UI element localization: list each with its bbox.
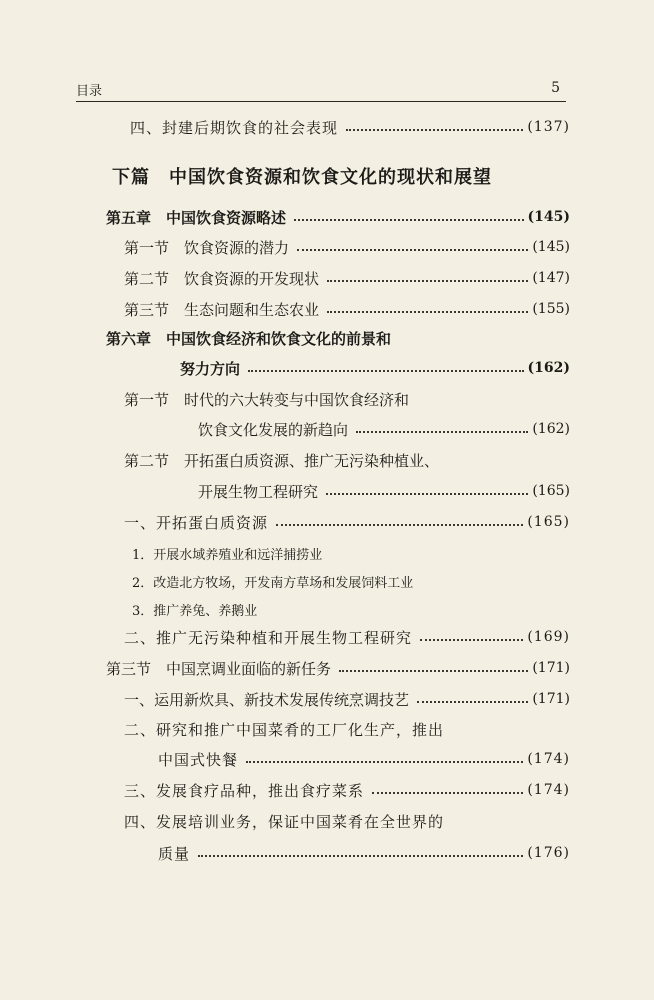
leader-dots xyxy=(198,855,523,857)
leader-dots xyxy=(248,370,524,372)
toc-entry-label: 第三节 中国烹调业面临的新任务 xyxy=(106,659,332,678)
toc-entry-label: 中国式快餐 xyxy=(158,750,239,769)
toc-item: 1．开展水域养殖业和远洋捕捞业 xyxy=(132,547,323,563)
toc-section-line1: 第一节 时代的六大转变与中国饮食经济和 xyxy=(124,390,410,409)
toc-subsection-line1: 四、发展培训业务，保证中国菜肴在全世界的 xyxy=(124,812,445,831)
leader-dots xyxy=(276,524,523,526)
toc-entry-label: 第三节 生态问题和生态农业 xyxy=(124,300,320,319)
toc-entry-page: (176) xyxy=(527,845,570,861)
toc-entry-page: (145) xyxy=(527,209,570,225)
toc-chapter xyxy=(106,204,570,230)
toc-section xyxy=(124,296,570,322)
header-title: 目录 xyxy=(76,84,103,99)
page-number: 5 xyxy=(551,80,560,96)
toc-entry-page: (165) xyxy=(527,514,570,530)
toc-entry-page: (171) xyxy=(532,691,570,707)
toc-entry-page: (162) xyxy=(532,421,570,437)
leader-dots xyxy=(339,670,528,672)
toc-entry-page: (137) xyxy=(527,119,570,135)
toc-entry-label: 开展生物工程研究 xyxy=(198,482,319,501)
leader-dots xyxy=(420,639,523,641)
toc-subsection xyxy=(124,624,570,650)
toc-chapter-line2 xyxy=(180,355,570,381)
toc-section xyxy=(124,265,570,291)
leader-dots xyxy=(356,431,528,433)
toc-section-line2 xyxy=(198,478,570,504)
toc-entry-label: 一、开拓蛋白质资源 xyxy=(124,513,269,532)
toc-entry-label: 第一节 饮食资源的潜力 xyxy=(124,238,290,257)
leader-dots xyxy=(246,761,523,763)
leader-dots xyxy=(326,493,528,495)
toc-entry-label: 一、运用新炊具、新技术发展传统烹调技艺 xyxy=(124,690,410,709)
toc-entry-page: (174) xyxy=(527,782,570,798)
leader-dots xyxy=(327,311,528,313)
page-header xyxy=(76,80,566,104)
toc-subsection-line1: 二、研究和推广中国菜肴的工厂化生产，推出 xyxy=(124,720,445,739)
toc-entry-page: (174) xyxy=(527,751,570,767)
toc-entry-page: (165) xyxy=(532,483,570,499)
toc-entry-page: (145) xyxy=(532,239,570,255)
toc-entry-label: 努力方向 xyxy=(180,359,241,378)
leader-dots xyxy=(372,792,523,794)
toc-entry-page: (155) xyxy=(532,301,570,317)
part-title: 下篇 中国饮食资源和饮食文化的现状和展望 xyxy=(112,167,492,188)
leader-dots xyxy=(417,701,528,703)
toc-entry-label: 饮食文化发展的新趋向 xyxy=(198,420,349,439)
toc-subsection xyxy=(124,686,570,712)
toc-entry-page: (147) xyxy=(532,270,570,286)
toc-entry-page: (171) xyxy=(532,660,570,676)
toc-item: 3．推广养兔、养鹅业 xyxy=(132,603,258,619)
toc-item: 2．改造北方牧场，开发南方草场和发展饲料工业 xyxy=(132,575,414,591)
toc-entry-label: 第二节 饮食资源的开发现状 xyxy=(124,269,320,288)
toc-subsection xyxy=(124,777,570,803)
leader-dots xyxy=(294,219,524,221)
toc-entry xyxy=(130,114,570,140)
toc-entry-page: (162) xyxy=(527,360,570,376)
toc-subsection-line2 xyxy=(158,746,570,772)
toc-section xyxy=(106,655,570,681)
leader-dots xyxy=(327,280,528,282)
toc-chapter-line1: 第六章 中国饮食经济和饮食文化的前景和 xyxy=(106,329,392,348)
toc-section xyxy=(124,234,570,260)
toc-entry-label: 二、推广无污染种植和开展生物工程研究 xyxy=(124,628,413,647)
toc-entry-label: 四、封建后期饮食的社会表现 xyxy=(130,118,339,137)
toc-entry-label: 第五章 中国饮食资源略述 xyxy=(106,208,287,227)
leader-dots xyxy=(297,249,528,251)
toc-subsection-line2 xyxy=(158,840,570,866)
toc-entry-page: (169) xyxy=(527,629,570,645)
toc-entry-label: 质量 xyxy=(158,844,191,863)
toc-section-line2 xyxy=(198,416,570,442)
toc-entry-label: 三、发展食疗品种，推出食疗菜系 xyxy=(124,781,365,800)
toc-section-line1: 第二节 开拓蛋白质资源、推广无污染种植业、 xyxy=(124,451,440,470)
toc-subsection xyxy=(124,509,570,535)
leader-dots xyxy=(346,129,523,131)
header-rule xyxy=(76,101,566,102)
